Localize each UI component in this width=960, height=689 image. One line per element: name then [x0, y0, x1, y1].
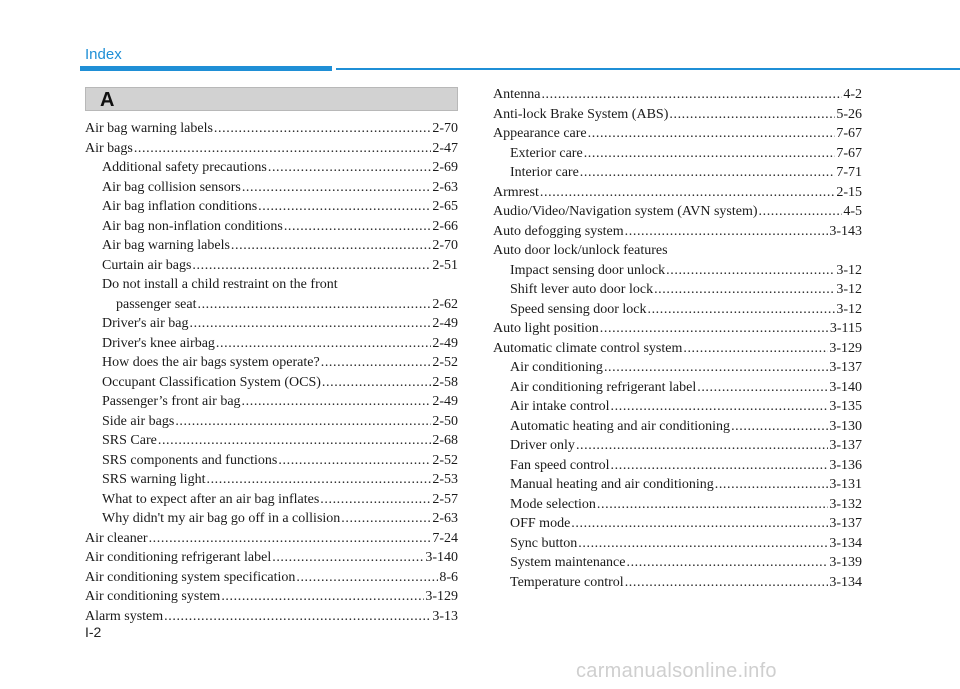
index-entry-page: 3-129	[425, 589, 458, 604]
leader-dots	[258, 197, 431, 217]
index-entry	[85, 529, 458, 549]
index-entry-label: Why didn't my air bag go off in a collision	[102, 511, 341, 526]
watermark: carmanualsonline.info	[576, 660, 777, 682]
index-entry-page: 3-140	[425, 550, 458, 565]
index-entry-page: 2-51	[432, 257, 458, 273]
leader-dots	[604, 358, 828, 378]
leader-dots	[759, 202, 843, 222]
index-entry	[102, 431, 458, 451]
index-entry-label: How does the air bags system operate?	[102, 355, 320, 370]
index-entry-label: Shift lever auto door lock	[510, 282, 654, 297]
index-entry	[510, 280, 862, 300]
index-entry	[510, 475, 862, 495]
index-entry-page: 4-2	[843, 87, 862, 102]
index-entry	[102, 178, 458, 198]
index-entry-label: Driver's air bag	[102, 316, 189, 331]
leader-dots	[669, 105, 835, 125]
leader-dots	[242, 178, 432, 198]
index-entry-label: Auto light position	[493, 321, 599, 336]
index-entry	[510, 573, 862, 593]
index-entry	[493, 319, 862, 339]
index-entry-label: Audio/Video/Navigation system (AVN system)	[493, 204, 758, 219]
index-entry	[102, 470, 458, 490]
index-entry-page: 2-52	[432, 452, 458, 468]
leader-dots	[278, 451, 431, 471]
index-entry-page: 2-49	[432, 335, 458, 351]
leader-dots	[597, 495, 828, 515]
index-entry-label: Air conditioning refrigerant label	[85, 550, 272, 565]
index-entry-page: 3-137	[829, 516, 862, 531]
index-entry-label: Driver only	[510, 438, 575, 453]
index-entry-page: 2-70	[432, 121, 458, 136]
index-entry-label: Air intake control	[510, 399, 610, 414]
index-entry-label: Air conditioning system specification	[85, 569, 296, 585]
index-entry-label: Air conditioning	[510, 360, 603, 375]
index-entry-page: 8-6	[439, 569, 458, 585]
index-entry-page: 3-130	[829, 418, 862, 434]
leader-dots	[540, 183, 835, 203]
index-entry-page: 3-137	[829, 360, 862, 375]
index-entry	[510, 456, 862, 476]
leader-dots	[134, 139, 432, 159]
index-entry	[510, 436, 862, 456]
leader-dots	[322, 373, 431, 393]
index-entry-label: Armrest	[493, 184, 539, 200]
index-entry-label: System maintenance	[510, 555, 626, 570]
leader-dots	[216, 334, 431, 354]
index-entry	[510, 534, 862, 554]
index-entry-page: 7-71	[836, 165, 862, 180]
index-entry-label: Side air bags	[102, 413, 175, 429]
index-entry-page: 2-58	[432, 374, 458, 390]
leader-dots	[576, 436, 828, 456]
leader-dots	[683, 339, 828, 359]
index-entry-page: 4-5	[843, 204, 862, 219]
leader-dots	[666, 261, 835, 281]
index-entry-label: SRS components and functions	[102, 452, 278, 468]
leader-dots	[625, 573, 829, 593]
index-entry-page: 2-68	[432, 433, 458, 448]
index-entry	[85, 119, 458, 139]
index-entry-label: Air bag warning labels	[85, 121, 213, 136]
index-entry-label: Air bags	[85, 140, 133, 156]
leader-dots	[158, 431, 431, 451]
index-entry-label: Curtain air bags	[102, 257, 192, 273]
index-entry-page: 2-47	[432, 140, 458, 156]
index-entry-label: Appearance care	[493, 126, 587, 141]
index-entry	[493, 183, 862, 203]
index-entry-label: Mode selection	[510, 496, 596, 512]
leader-dots	[206, 470, 431, 490]
index-entry	[493, 85, 862, 105]
leader-dots	[190, 314, 432, 334]
index-entry-label: Automatic heating and air conditioning	[510, 418, 731, 434]
index-entry	[102, 334, 458, 354]
index-entry-label: Air conditioning system	[85, 589, 221, 604]
index-entry-label: Temperature control	[510, 574, 624, 590]
index-entry	[493, 222, 862, 242]
index-entry-page: 2-52	[432, 355, 458, 370]
leader-dots	[192, 256, 431, 276]
index-entry	[102, 490, 458, 510]
index-entry	[102, 256, 458, 276]
index-entry-page: 3-136	[829, 457, 862, 473]
leader-dots	[647, 300, 835, 320]
index-entry	[102, 275, 338, 295]
index-entry	[102, 509, 458, 529]
index-entry-label: Speed sensing door lock	[510, 301, 647, 317]
index-entry-page: 3-13	[432, 608, 458, 624]
leader-dots	[625, 222, 829, 242]
section-letter: A	[100, 89, 115, 111]
index-entry-label: Interior care	[510, 165, 579, 180]
leader-dots	[149, 529, 432, 549]
index-entry-label: Air bag non-inflation conditions	[102, 218, 283, 234]
leader-dots	[268, 158, 431, 178]
leader-dots	[272, 548, 424, 568]
header-rule-thin	[336, 68, 960, 70]
index-entry-page: 5-26	[836, 106, 862, 122]
leader-dots	[578, 534, 828, 554]
index-entry-page: 3-143	[829, 223, 862, 239]
index-entry	[510, 358, 862, 378]
index-entry	[493, 124, 862, 144]
index-entry-page: 2-65	[432, 199, 458, 214]
index-entry-page: 3-139	[829, 555, 862, 570]
index-entry-label: Air bag inflation conditions	[102, 199, 258, 214]
index-entry-label: Air conditioning refrigerant label	[510, 379, 697, 395]
index-entry	[102, 353, 458, 373]
index-entry	[510, 495, 862, 515]
leader-dots	[541, 85, 842, 105]
index-entry	[85, 139, 458, 159]
leader-dots	[600, 319, 829, 339]
index-entry-label: Additional safety precautions	[102, 160, 267, 175]
index-entry	[102, 373, 458, 393]
page-number: I-2	[85, 624, 102, 640]
leader-dots	[321, 353, 432, 373]
index-entry	[510, 144, 862, 164]
leader-dots	[296, 568, 438, 588]
leader-dots	[164, 607, 431, 627]
index-entry-page: 3-12	[836, 282, 862, 297]
index-entry-label: Driver's knee airbag	[102, 335, 215, 351]
index-entry-page: 3-134	[829, 535, 862, 551]
index-entry-page: 2-66	[432, 218, 458, 234]
leader-dots	[626, 553, 828, 573]
index-entry-label: Auto door lock/unlock features	[493, 243, 668, 258]
index-entry	[85, 568, 458, 588]
section-letter-box	[85, 87, 458, 111]
leader-dots	[175, 412, 431, 432]
index-entry	[510, 514, 862, 534]
index-entry-label: What to expect after an air bag inflates	[102, 491, 320, 507]
index-entry-page: 3-12	[836, 301, 862, 317]
index-entry-page: 2-53	[432, 472, 458, 487]
index-entry-label: Impact sensing door unlock	[510, 262, 666, 278]
index-entry	[510, 397, 862, 417]
index-entry	[510, 163, 862, 183]
index-entry-page: 2-70	[432, 238, 458, 253]
index-entry-label: Anti-lock Brake System (ABS)	[493, 106, 669, 122]
leader-dots	[284, 217, 432, 237]
index-entry	[493, 241, 668, 261]
index-entry-page: 7-67	[836, 145, 862, 161]
leader-dots	[654, 280, 835, 300]
leader-dots	[611, 397, 829, 417]
index-entry-page: 3-131	[829, 477, 862, 492]
index-entry	[102, 412, 458, 432]
leader-dots	[584, 144, 836, 164]
index-entry	[493, 202, 862, 222]
index-entry-page: 2-69	[432, 160, 458, 175]
index-entry-page: 3-12	[836, 262, 862, 278]
index-entry-page: 2-15	[836, 184, 862, 200]
leader-dots	[214, 119, 431, 139]
index-entry-page: 2-62	[432, 296, 458, 312]
leader-dots	[588, 124, 836, 144]
leader-dots	[580, 163, 836, 183]
index-entry-label: Alarm system	[85, 608, 164, 624]
index-entry-page: 3-135	[829, 399, 862, 414]
index-entry	[493, 105, 862, 125]
leader-dots	[320, 490, 431, 510]
index-entry	[102, 236, 458, 256]
index-entry-label: Air bag warning labels	[102, 238, 230, 253]
index-entry-page: 2-49	[432, 316, 458, 331]
index-entry-label: Auto defogging system	[493, 223, 624, 239]
leader-dots	[242, 392, 432, 412]
leader-dots	[715, 475, 829, 495]
index-entry-page: 2-49	[432, 394, 458, 409]
index-entry-label: Sync button	[510, 535, 578, 551]
index-entry	[102, 217, 458, 237]
index-entry	[493, 339, 862, 359]
index-entry	[85, 607, 458, 627]
index-entry-label: Antenna	[493, 87, 541, 102]
index-entry-label: Manual heating and air conditioning	[510, 477, 714, 492]
leader-dots	[221, 587, 424, 607]
index-entry-page: 7-24	[432, 530, 458, 546]
leader-dots	[571, 514, 828, 534]
header-title: Index	[85, 46, 122, 63]
index-entry-label: Do not install a child restraint on the front	[102, 277, 338, 292]
index-entry-page: 3-134	[829, 574, 862, 590]
index-entry-label: SRS Care	[102, 433, 157, 448]
index-entry	[510, 417, 862, 437]
index-entry-page: 3-129	[829, 340, 862, 356]
index-entry	[102, 197, 458, 217]
header-rule-thick	[80, 66, 332, 71]
index-entry	[510, 300, 862, 320]
index-entry-page: 2-57	[432, 491, 458, 507]
index-entry-page: 2-50	[432, 413, 458, 429]
index-entry-page: 3-140	[829, 379, 862, 395]
index-entry-label: SRS warning light	[102, 472, 206, 487]
index-entry-page: 2-63	[432, 179, 458, 195]
index-entry	[102, 314, 458, 334]
index-entry-label: passenger seat	[116, 296, 197, 312]
leader-dots	[611, 456, 829, 476]
index-entry-page: 3-115	[829, 321, 862, 336]
leader-dots	[231, 236, 431, 256]
leader-dots	[697, 378, 828, 398]
index-entry-label: Passenger’s front air bag	[102, 394, 241, 409]
leader-dots	[341, 509, 431, 529]
index-entry-label: Air bag collision sensors	[102, 179, 241, 195]
index-entry	[102, 451, 458, 471]
index-entry-label: Exterior care	[510, 145, 583, 161]
index-entry-label: Automatic climate control system	[493, 340, 683, 356]
index-entry	[510, 378, 862, 398]
index-entry	[116, 295, 458, 315]
index-entry	[510, 553, 862, 573]
index-entry-label: Fan speed control	[510, 457, 610, 473]
leader-dots	[731, 417, 828, 437]
index-entry	[85, 587, 458, 607]
index-entry	[85, 548, 458, 568]
index-entry-page: 2-63	[432, 511, 458, 526]
index-entry-page: 3-137	[829, 438, 862, 453]
index-entry	[102, 158, 458, 178]
index-entry-label: Air cleaner	[85, 530, 148, 546]
index-entry-label: Occupant Classification System (OCS)	[102, 374, 321, 390]
index-entry-label: OFF mode	[510, 516, 571, 531]
index-entry-page: 7-67	[836, 126, 862, 141]
index-entry	[102, 392, 458, 412]
index-entry	[510, 261, 862, 281]
index-entry-page: 3-132	[829, 496, 862, 512]
leader-dots	[197, 295, 431, 315]
